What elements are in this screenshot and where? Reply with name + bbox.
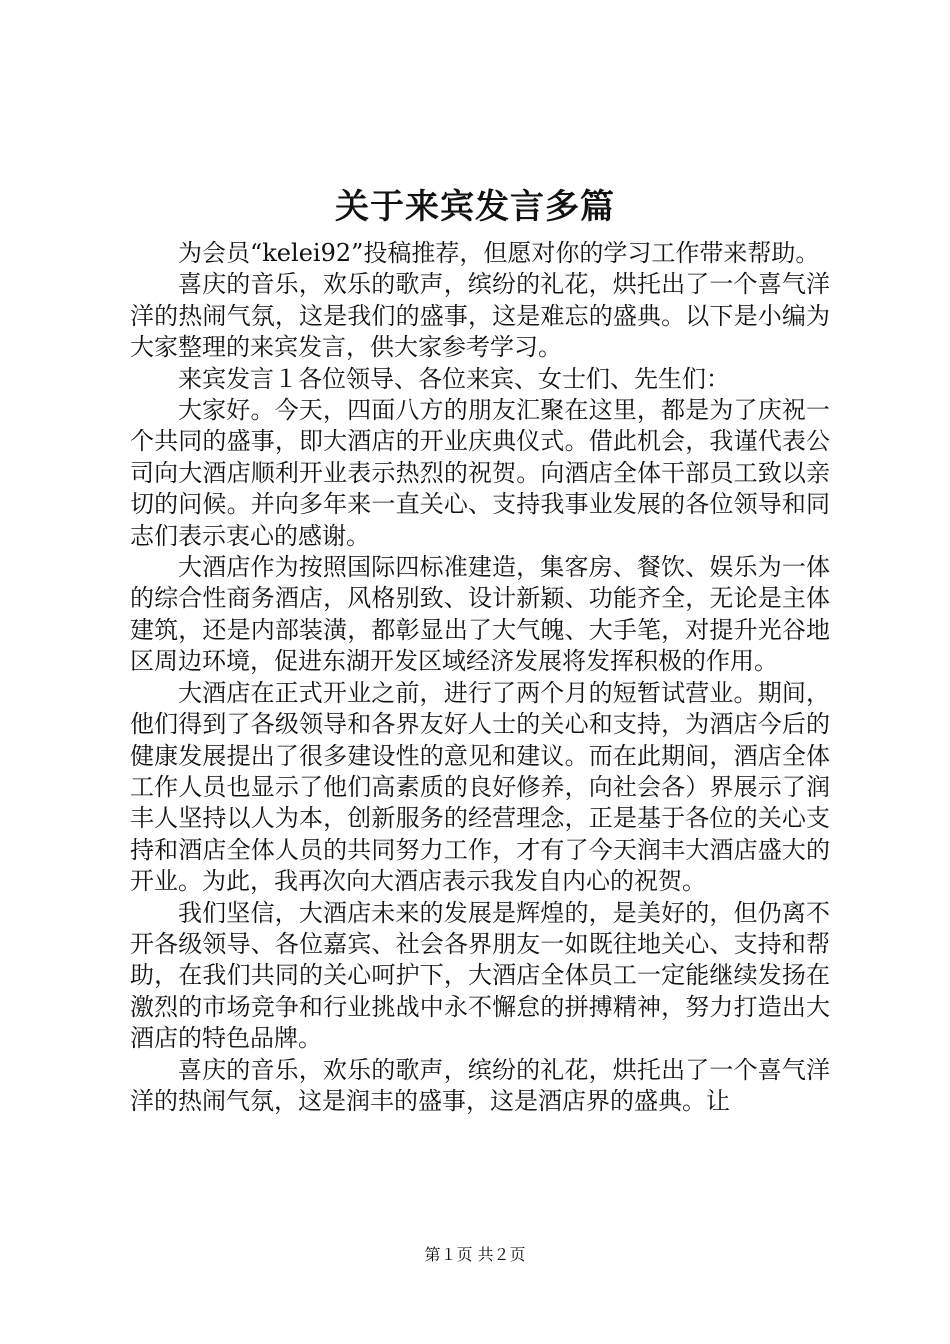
paragraph-submission-note: 为会员“kelei92”投稿推荐，但愿对你的学习工作带来帮助。	[178, 239, 820, 267]
document-body	[130, 238, 830, 1117]
paragraph-intro: 喜庆的音乐，欢乐的歌声，缤纷的礼花，烘托出了一个喜气洋洋的热闹气氛，这是我们的盛事，这是难忘的盛典。以下是小编为大家整理的来宾发言，供大家参考学习。	[130, 270, 830, 362]
paragraph-future: 我们坚信，大酒店未来的发展是辉煌的，是美好的，但仍离不开各级领导、各位嘉宾、社会各界朋友一如既往地关心、支持和帮助，在我们共同的关心呵护下，大酒店全体员工一定能继续发扬在激烈的市场竞争和行业挑战中永不懈怠的拼搏精神，努力打造出大酒店的特色品牌。	[130, 898, 830, 1053]
paragraph-hotel-description: 大酒店作为按照国际四标准建造，集客房、餐饮、娱乐为一体的综合性商务酒店，风格别致、设计新颖、功能齐全，无论是主体建筑，还是内部装潢，都彰显出了大气魄、大手笔，对提升光谷地区周边环境，促进东湖开发区域经济发展将发挥积极的作用。	[130, 553, 830, 676]
document-title: 关于来宾发言多篇	[335, 187, 615, 227]
paragraph-greeting: 大家好。今天，四面八方的朋友汇聚在这里，都是为了庆祝一个共同的盛事，即大酒店的开业庆典仪式。借此机会，我谨代表公司向大酒店顺利开业表示热烈的祝贺。向酒店全体干部员工致以亲切的问候。并向多年来一直关心、支持我事业发展的各位领导和同志们表示衷心的感谢。	[130, 396, 830, 550]
paragraph-closing: 喜庆的音乐，欢乐的歌声，缤纷的礼花，烘托出了一个喜气洋洋的热闹气氛，这是润丰的盛事，这是酒店界的盛典。让	[130, 1055, 830, 1115]
page-footer: 第１页 共２页	[424, 1245, 526, 1264]
paragraph-trial-operation: 大酒店在正式开业之前，进行了两个月的短暂试营业。期间，他们得到了各级领导和各界友好人士的关心和支持，为酒店今后的健康发展提出了很多建设性的意见和建议。而在此期间，酒店全体工作人员也显示了他们高素质的良好修养，向社会各）界展示了润丰人坚持以人为本，创新服务的经营理念，正是基于各位的关心支持和酒店全体人员的共同努力工作，才有了今天润丰大酒店盛大的开业。为此，我再次向大酒店表示我发自内心的祝贺。	[130, 678, 830, 896]
paragraph-speech-heading: 来宾发言１各位领导、各位来宾、女士们、先生们：	[178, 364, 730, 393]
